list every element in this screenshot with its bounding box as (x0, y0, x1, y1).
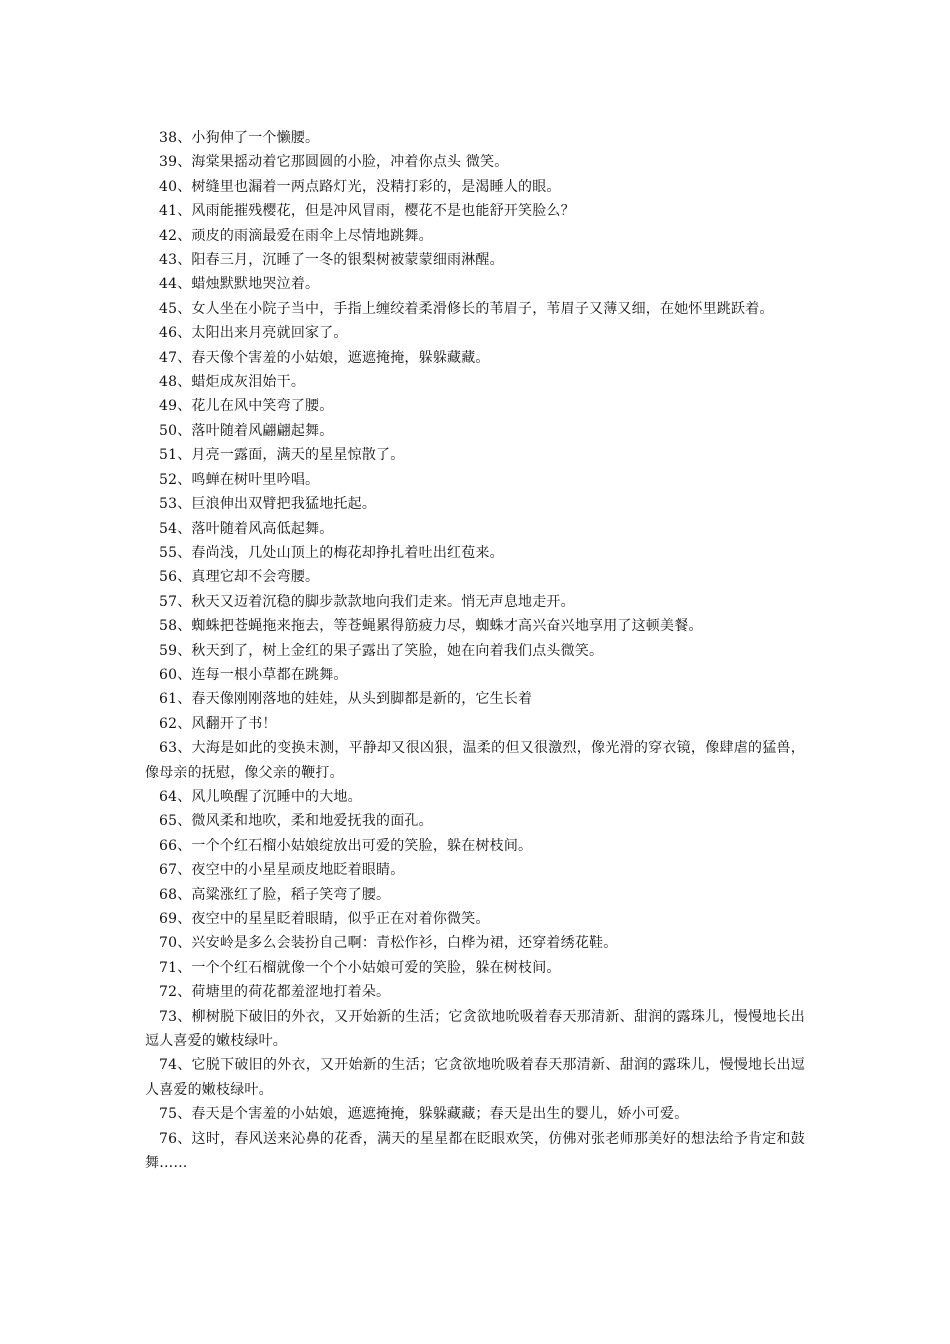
paragraph-55: 55、春尚浅，几处山顶上的梅花却挣扎着吐出红苞来。 (159, 544, 504, 561)
paragraph-38: 38、小狗伸了一个懒腰。 (159, 130, 320, 146)
paragraph-70: 70、兴安岭是多么会装扮自己啊：青松作衫，白桦为裙，还穿着绣花鞋。 (159, 935, 618, 952)
paragraph-74: 74、它脱下破旧的外衣，又开始新的生活；它贪欲地吮吸着春天那清新、甜润的露珠儿，慢慢地长出逗人喜爱的嫩枝绿叶。 (145, 1057, 805, 1098)
paragraph-50: 50、落叶随着风翩翩起舞。 (159, 422, 334, 439)
paragraph-64: 64、风儿唤醒了沉睡中的大地。 (159, 788, 362, 805)
paragraph-63: 63、大海是如此的变换末测，平静却又很凶狠，温柔的但又很激烈，像光滑的穿衣镜，像肆虐的猛兽，像母亲的抚慰，像父亲的鞭打。 (145, 740, 805, 781)
paragraph-65: 65、微风柔和地吹，柔和地爱抚我的面孔。 (159, 813, 433, 830)
document-body (145, 126, 805, 1175)
paragraph-69: 69、夜空中的星星眨着眼睛，似乎正在对着你微笑。 (159, 911, 490, 927)
paragraph-51: 51、月亮一露面，满天的星星惊散了。 (159, 447, 405, 464)
paragraph-75: 75、春天是个害羞的小姑娘，遮遮掩掩，躲躲藏藏；春天是出生的婴儿，娇小可爱。 (159, 1106, 689, 1123)
paragraph-43: 43、阳春三月，沉睡了一冬的银梨树被蒙蒙细雨淋醒。 (159, 252, 504, 269)
paragraph-59: 59、秋天到了，树上金红的果子露出了笑脸，她在向着我们点头微笑。 (159, 642, 604, 659)
paragraph-44: 44、蜡烛默默地哭泣着。 (159, 276, 320, 293)
paragraph-41: 41、风雨能摧残樱花，但是冲风冒雨，樱花不是也能舒开笑脸么？ (159, 203, 575, 220)
paragraph-76: 76、这时，春风送来沁鼻的花香，满天的星星都在眨眼欢笑，仿佛对张老师那美好的想法给予肯定和鼓舞…… (145, 1130, 805, 1172)
paragraph-53: 53、巨浪伸出双臂把我猛地托起。 (159, 496, 377, 513)
paragraph-73: 73、柳树脱下破旧的外衣，又开始新的生活；它贪欲地吮吸着春天那清新、甜润的露珠儿，慢慢地长出逗人喜爱的嫩枝绿叶。 (145, 1008, 805, 1050)
paragraph-54: 54、落叶随着风高低起舞。 (159, 520, 334, 537)
paragraph-42: 42、顽皮的雨滴最爱在雨伞上尽情地跳舞。 (159, 227, 433, 244)
paragraph-72: 72、荷塘里的荷花都羞涩地打着朵。 (159, 984, 391, 1001)
paragraph-47: 47、春天像个害羞的小姑娘，遮遮掩掩，躲躲藏藏。 (159, 349, 490, 366)
paragraph-67: 67、夜空中的小星星顽皮地眨着眼睛。 (159, 862, 405, 879)
paragraph-52: 52、鸣蝉在树叶里吟唱。 (159, 471, 320, 488)
paragraph-46: 46、太阳出来月亮就回家了。 (159, 325, 348, 342)
paragraph-71: 71、一个个红石榴就像一个个小姑娘可爱的笑脸，躲在树枝间。 (159, 959, 561, 976)
paragraph-49: 49、花儿在风中笑弯了腰。 (159, 398, 334, 415)
paragraph-58: 58、蜘蛛把苍蝇拖来拖去，等苍蝇累得筋疲力尽，蜘蛛才高兴奋兴地享用了这顿美餐。 (159, 618, 703, 635)
paragraph-48: 48、蜡炬成灰泪始干。 (159, 374, 306, 391)
paragraph-62: 62、风翻开了书！ (159, 715, 277, 732)
paragraph-61: 61、春天像刚刚落地的娃娃，从头到脚都是新的，它生长着 (159, 691, 533, 708)
paragraph-39: 39、海棠果摇动着它那圆圆的小脸，冲着你点头 微笑。 (159, 154, 509, 171)
paragraph-60: 60、连每一根小草都在跳舞。 (159, 666, 348, 683)
paragraph-68: 68、高粱涨红了脸，稻子笑弯了腰。 (159, 886, 391, 903)
paragraph-66: 66、一个个红石榴小姑娘绽放出可爱的笑脸，躲在树枝间。 (159, 837, 533, 854)
paragraph-56: 56、真理它却不会弯腰。 (159, 569, 320, 586)
paragraph-45: 45、女人坐在小院子当中，手指上缠绞着柔滑修长的苇眉子，苇眉子又薄又细，在她怀里跳跃着。 (159, 300, 774, 317)
paragraph-40: 40、树缝里也漏着一两点路灯光，没精打彩的，是渴睡人的眼。 (159, 178, 561, 195)
paragraph-57: 57、秋天又迈着沉稳的脚步款款地向我们走来。悄无声息地走开。 (159, 593, 575, 610)
